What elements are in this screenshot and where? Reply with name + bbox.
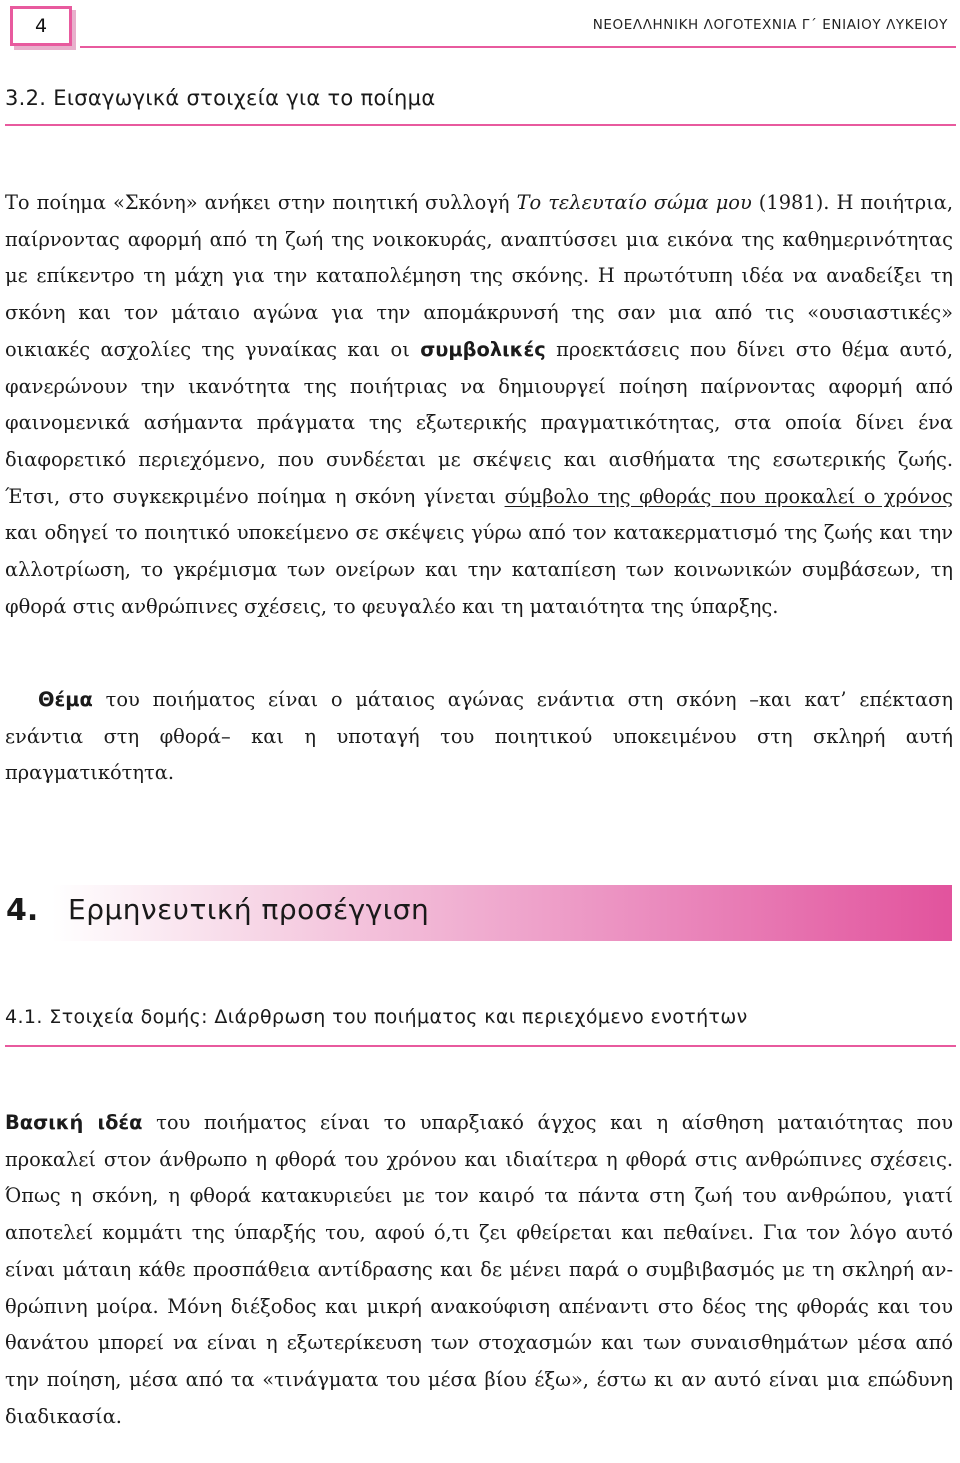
bold-term-basic-idea: Βασική ιδέα	[5, 1111, 143, 1134]
section-heading-3-2: 3.2. Εισαγωγικά στοιχεία για το ποίημα	[5, 86, 436, 110]
running-header: ΝΕΟΕΛΛΗΝΙΚΗ ΛΟΓΟΤΕΧΝΙΑ Γ΄ ΕΝΙΑΙΟΥ ΛΥΚΕΙΟΥ	[592, 17, 948, 33]
basic-idea-paragraph	[5, 1105, 953, 1435]
bold-term-theme: Θέμα	[38, 688, 93, 711]
subsection-divider	[5, 1045, 956, 1047]
header-divider	[80, 46, 956, 48]
intro-text-2: (1981). Η ποιήτρια, παίρνοντας αφορμή από τη ζωή της νοικοκυράς, αναπτύσσει μια εικόνα της καθημερινότητας με επίκεντρο τη μάχη για την καταπολέμηση της σκόνης. Η πρωτότυπη ιδέα να αναδείξει τη σκόνη και τον μάταιο αγώνα για την απομάκρυνσή της σαν μια από τις «ουσιαστικές» οικιακές ασχολίες της γυναίκας και οι	[5, 191, 954, 361]
chapter-number: 4.	[6, 893, 39, 928]
basic-idea-text: του ποιήματος είναι το υπαρξιακό άγχος και η αίσθηση ματαιότητας που προκαλεί στον άνθρωπο η φθορά του χρόνου και ιδιαίτερα η φθορά στις ανθρώπινες σχέσεις. Όπως η σκόνη, η φθορά κατακυριεύει με τον καιρό τα πάντα στη ζωή του ανθρώπου, γιατί αποτελεί κομμάτι της ύπαρξής του, αφού ό,τι ζει φθείρεται και πεθαίνει. Για τον λόγο αυτό είναι μάταιη κάθε προσπάθεια αντίδρασης και δε μένει παρά ο συμβιβασμός με τη σκληρή ανθρώπινη μοίρα. Μόνη διέξοδος και μικρή ανακούφιση απέναντι στο δέος της φθοράς και του θανάτου μπορεί να είναι η εξωτερίκευση των στοχασμών και των συναισθημάτων μέσα από την ποίηση, μέσα από τα «τινάγματα του μέσα βίου έξω», έστω κι αν αυτό είναι μια επώδυνη διαδικασία.	[5, 1111, 953, 1428]
section-heading-4-1: 4.1. Στοιχεία δομής: Διάρθρωση του ποιήματος και περιεχόμενο ενοτήτων	[5, 1006, 748, 1028]
underlined-phrase: σύμβολο της φθοράς που προκαλεί ο χρόνος	[504, 484, 953, 508]
chapter-title: Ερμηνευτική προσέγγιση	[68, 893, 430, 926]
theme-paragraph	[5, 682, 953, 792]
theme-text: του ποιήματος είναι ο μάταιος αγώνας ενάντια στη σκόνη –και κατ’ επέκταση ενάντια στη φθορά– και η υποταγή του ποιητικού υποκειμένου στη σκληρή αυτή πραγματικότητα.	[5, 688, 953, 785]
section-divider	[5, 124, 956, 126]
intro-text-3: προεκτάσεις που δίνει στο θέμα αυτό, φανερώνουν την ικανότητα της ποιήτριας να δημιουργεί ποίηση παίρνοντας αφορμή από φαινομενικά ασήμαντα πράγματα της εξωτερικής πραγματικότητας, στα οποία δίνει ένα διαφορετικό περιεχόμενο, που συνδέεται με σκέψεις και αισθήματα της εσωτερικής ζωής. Έτσι, στο συγκεκριμένο ποίημα η σκόνη γίνεται	[5, 337, 953, 508]
book-title: Το τελευταίο σώμα μου	[516, 191, 752, 214]
intro-text-4: και οδηγεί το ποιητικό υποκείμενο σε σκέψεις γύρω από τον κατακερματισμό της ζωής και την αλλοτρίωση, το γκρέμισμα των ονείρων και την καταπίεση των κοινωνικών συμβάσεων, τη φθορά στις ανθρώπινες σχέσεις, το φευγαλέο και τη ματαιότητα της ύπαρξης.	[5, 521, 953, 618]
page-number-box	[10, 6, 72, 46]
bold-term-symbolic: συμβολικές	[420, 337, 546, 361]
page-number: 4	[34, 15, 48, 37]
intro-paragraph	[5, 185, 953, 625]
intro-text-1: Το ποίημα «Σκόνη» ανήκει στην ποιητική συλλογή	[5, 191, 517, 214]
